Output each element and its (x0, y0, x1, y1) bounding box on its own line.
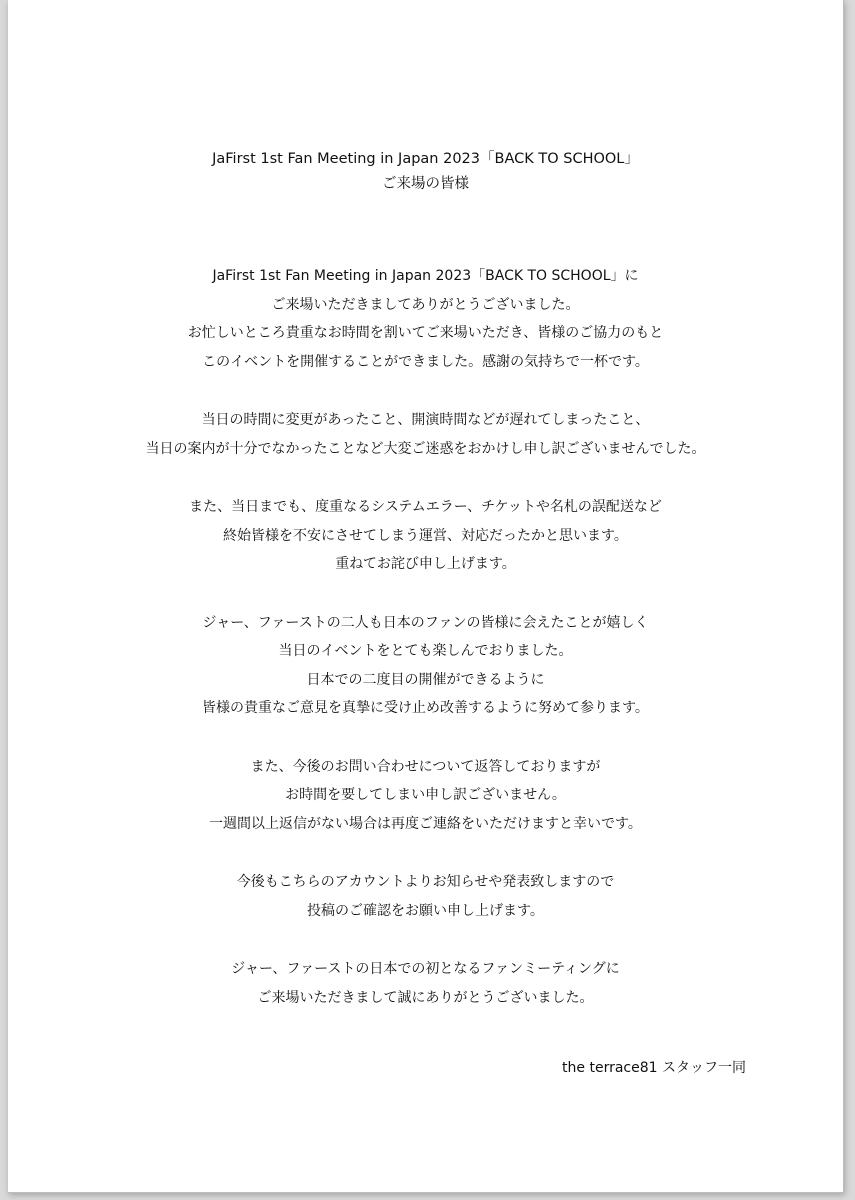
body-line: このイベントを開催することができました。感謝の気持ちで一杯です。 (202, 353, 649, 370)
title-event-name: JaFirst 1st Fan Meeting in Japan 2023「BACK TO SCHOOL」 (212, 151, 639, 167)
document-body (8, 262, 843, 1042)
body-line: 重ねてお詫び申し上げます。 (335, 556, 516, 572)
body-line: ジャー、ファーストの二人も日本のファンの皆様に会えたことが嬉しく (202, 614, 649, 631)
paragraph-inquiries (8, 753, 843, 839)
body-line: 投稿のご確認をお願い申し上げます。 (307, 902, 544, 919)
body-line: 一週間以上返信がない場合は再度ご連絡をいただけますと幸いです。 (209, 815, 642, 832)
body-line: JaFirst 1st Fan Meeting in Japan 2023「BACK TO SCHOOL」に (212, 268, 639, 284)
body-line: ご来場いただきましてありがとうございました。 (271, 296, 580, 313)
body-line: 日本での二度目の開催ができるように (306, 671, 545, 688)
paragraph-apology-delay (8, 406, 843, 463)
body-line: お忙しいところ貴重なお時間を割いてご来場いただき、皆様のご協力のもと (187, 325, 664, 341)
paragraph-thanks (8, 262, 843, 376)
body-line: 当日の案内が十分でなかったことなど大変ご迷惑をおかけし申し訳ございませんでした。 (145, 440, 706, 457)
body-line: 皆様の貴重なご意見を真摯に受け止め改善するように努めて参ります。 (202, 700, 649, 716)
body-line: 当日のイベントをとても楽しんでおりました。 (278, 643, 573, 659)
document-title (8, 147, 843, 197)
body-line: 当日の時間に変更があったこと、開演時間などが遅れてしまったこと、 (201, 412, 650, 428)
paragraph-announcements (8, 868, 843, 925)
paragraph-closing (8, 955, 843, 1012)
document-page (8, 0, 844, 1193)
body-line: ジャー、ファーストの日本での初となるファンミーティングに (231, 961, 620, 977)
body-line: ご来場いただきまして誠にありがとうございました。 (257, 989, 594, 1006)
body-line: また、今後のお問い合わせについて返答しておりますが (250, 758, 601, 775)
paragraph-artists (8, 609, 843, 723)
paragraph-apology-errors (8, 493, 843, 579)
signature: the terrace81 スタッフ一同 (562, 1060, 746, 1076)
title-addressee: ご来場の皆様 (382, 176, 469, 192)
body-line: 今後もこちらのアカウントよりお知らせや発表致しますので (236, 874, 615, 890)
body-line: お時間を要してしまい申し訳ございません。 (285, 787, 566, 803)
body-line: また、当日までも、度重なるシステムエラー、チケットや名札の誤配送など (189, 499, 662, 515)
body-line: 終始皆様を不安にさせてしまう運営、対応だったかと思います。 (223, 527, 628, 544)
